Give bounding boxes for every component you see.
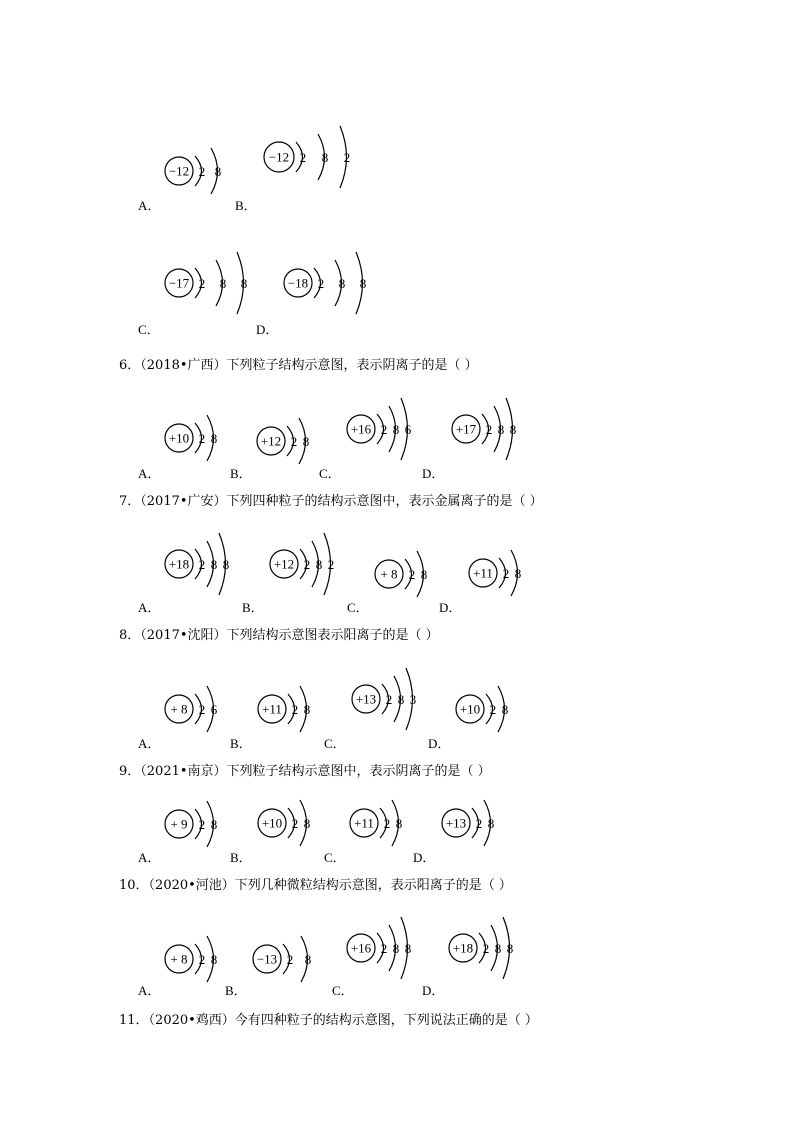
q10-atom-a-shell-electrons-1: 2 — [198, 952, 206, 967]
q6-atom-b-shell-electrons-2: 8 — [302, 434, 310, 449]
q9-atom-d-shell-electrons-2: 8 — [487, 816, 495, 831]
q9-option-d-letter: D． — [413, 850, 436, 865]
q5-atom-c-shell-electrons-3: 8 — [240, 276, 248, 291]
q10-atom-c-shell-electrons-3: 8 — [404, 941, 412, 956]
q8-atom-a-shell-electrons-2: 6 — [210, 702, 218, 717]
q9-atom-b-shell-electrons-1: 2 — [291, 816, 299, 831]
q8-atom-c-shell-electrons-1: 2 — [385, 692, 393, 707]
q10-option-c-letter: C． — [332, 983, 354, 998]
q5-atom-b-shell-electrons-2: 8 — [321, 150, 329, 165]
q6-atom-c-shell-electrons-3: 6 — [404, 422, 412, 437]
q10-atom-d-shell-electrons-3: 8 — [506, 941, 514, 956]
q10-atom-a-shell-electrons-2: 8 — [210, 952, 218, 967]
q8-atom-a-shell-electrons-1: 2 — [198, 702, 206, 717]
q8-atom-b-shell-electrons-1: 2 — [291, 702, 299, 717]
q10-atom-c-shell-electrons-2: 8 — [392, 941, 400, 956]
q5-atom-d-nucleus-charge: −18 — [287, 275, 309, 291]
q6-atom-a-shell-electrons-2: 8 — [210, 431, 218, 446]
q5-atom-d-shell-electrons-2: 8 — [338, 276, 346, 291]
q10-atom-b-nucleus-charge: −13 — [256, 951, 278, 967]
q6-atom-a-nucleus-charge: +10 — [168, 430, 190, 446]
q7-atom-b-nucleus-charge: +12 — [273, 556, 295, 572]
q7-atom-b-shell-electrons-2: 8 — [315, 557, 323, 572]
q9-option-c-letter: C． — [324, 850, 346, 865]
q6-atom-d-shell-electrons-1: 2 — [485, 422, 493, 437]
q6-option-c-letter: C． — [319, 466, 341, 481]
q7-atom-d-nucleus-charge: +11 — [473, 565, 493, 581]
q6-stem: 6．（2018•广西）下列粒子结构示意图，表示阴离子的是（ ） — [119, 358, 478, 373]
q9-atom-c-shell-electrons-2: 8 — [395, 816, 403, 831]
q8-atom-c-shell-electrons-2: 8 — [397, 692, 405, 707]
q5-atom-c-nucleus-charge: −17 — [168, 275, 190, 291]
q8-stem: 8．（2017•沈阳）下列结构示意图表示阳离子的是（ ） — [119, 628, 439, 643]
q5-atom-c-shell-electrons-2: 8 — [219, 276, 227, 291]
q10-atom-d-shell-electrons-2: 8 — [494, 941, 502, 956]
q7-atom-d-shell-electrons-2: 8 — [514, 566, 522, 581]
q5-atom-b-nucleus-charge: −12 — [268, 149, 290, 165]
q6-atom-b-shell-electrons-1: 2 — [290, 434, 298, 449]
q9-option-a-letter: A． — [138, 850, 161, 865]
q5-atom-d-shell-electrons-1: 2 — [317, 276, 325, 291]
q9-stem: 9．（2021•南京）下列粒子结构示意图中，表示阴离子的是（ ） — [119, 764, 491, 779]
q10-atom-b-shell-electrons-2: 8 — [304, 952, 312, 967]
q8-option-a-letter: A． — [138, 736, 161, 751]
q10-option-b-letter: B． — [225, 983, 247, 998]
q7-atom-c-shell-electrons-1: 2 — [408, 567, 416, 582]
q11-stem: 11．（2020•鸡西）今有四种粒子的结构示意图，下列说法正确的是（ ） — [119, 1013, 538, 1028]
q10-stem: 10．（2020•河池）下列几种微粒结构示意图，表示阳离子的是（ ） — [119, 878, 512, 893]
q9-atom-b-shell-electrons-2: 8 — [303, 816, 311, 831]
q8-atom-d-nucleus-charge: +10 — [459, 701, 481, 717]
q8-option-d-letter: D． — [428, 736, 451, 751]
q8-atom-d-shell-electrons-2: 8 — [501, 702, 509, 717]
q7-option-d-letter: D． — [439, 600, 462, 615]
q5-option-c-letter: C． — [138, 322, 160, 337]
q5-atom-b-shell-electrons-1: 2 — [299, 150, 307, 165]
q9-atom-a-shell-electrons-1: 2 — [198, 817, 206, 832]
q6-atom-d-shell-electrons-2: 8 — [497, 422, 505, 437]
q7-option-b-letter: B． — [242, 600, 264, 615]
q7-stem: 7．（2017•广安）下列四种粒子的结构示意图中，表示金属离子的是（ ） — [119, 494, 543, 509]
q8-atom-b-shell-electrons-2: 8 — [303, 702, 311, 717]
q8-atom-c-shell-electrons-3: 3 — [409, 692, 417, 707]
q6-atom-c-shell-electrons-2: 8 — [392, 422, 400, 437]
q7-atom-c-shell-electrons-2: 8 — [420, 567, 428, 582]
q7-atom-a-shell-electrons-1: 2 — [198, 557, 206, 572]
q9-atom-a-nucleus-charge: + 9 — [170, 816, 188, 832]
q5-atom-c-shell-electrons-1: 2 — [198, 276, 206, 291]
q6-option-d-letter: D． — [422, 466, 445, 481]
q5-atom-b-shell-electrons-3: 2 — [343, 150, 351, 165]
q10-atom-b-shell-electrons-1: 2 — [286, 952, 294, 967]
q7-atom-d-shell-electrons-1: 2 — [502, 566, 510, 581]
q6-atom-b-nucleus-charge: +12 — [260, 433, 282, 449]
q8-atom-b-nucleus-charge: +11 — [262, 701, 282, 717]
q8-option-b-letter: B． — [230, 736, 252, 751]
q9-atom-b-nucleus-charge: +10 — [261, 815, 283, 831]
q8-atom-c-nucleus-charge: +13 — [355, 691, 377, 707]
q9-atom-c-nucleus-charge: +11 — [354, 815, 374, 831]
q6-option-b-letter: B． — [230, 466, 252, 481]
q9-atom-c-shell-electrons-1: 2 — [383, 816, 391, 831]
q9-option-b-letter: B． — [230, 850, 252, 865]
q6-atom-c-shell-electrons-1: 2 — [380, 422, 388, 437]
q5-atom-a-shell-electrons-2: 8 — [214, 164, 222, 179]
q9-atom-d-shell-electrons-1: 2 — [475, 816, 483, 831]
q8-atom-a-nucleus-charge: + 8 — [170, 701, 188, 717]
q7-atom-a-shell-electrons-3: 8 — [222, 557, 230, 572]
q10-option-d-letter: D． — [422, 983, 445, 998]
q8-option-c-letter: C． — [324, 736, 346, 751]
q5-option-b-letter: B． — [235, 198, 257, 213]
q5-option-a-letter: A． — [138, 198, 161, 213]
q7-atom-b-shell-electrons-1: 2 — [303, 557, 311, 572]
q7-option-a-letter: A． — [138, 600, 161, 615]
q5-atom-d-shell-electrons-3: 8 — [359, 276, 367, 291]
q9-atom-d-nucleus-charge: +13 — [445, 815, 467, 831]
q6-atom-d-nucleus-charge: +17 — [455, 421, 477, 437]
q5-option-d-letter: D． — [256, 322, 279, 337]
q6-option-a-letter: A． — [138, 466, 161, 481]
q7-atom-b-shell-electrons-3: 2 — [327, 557, 335, 572]
q10-atom-c-shell-electrons-1: 2 — [380, 941, 388, 956]
q5-atom-a-shell-electrons-1: 2 — [198, 164, 206, 179]
q7-atom-a-shell-electrons-2: 8 — [210, 557, 218, 572]
q10-atom-c-nucleus-charge: +16 — [350, 940, 372, 956]
q10-atom-a-nucleus-charge: + 8 — [170, 951, 188, 967]
q6-atom-c-nucleus-charge: +16 — [350, 421, 372, 437]
q6-atom-d-shell-electrons-3: 8 — [509, 422, 517, 437]
q10-atom-d-nucleus-charge: +18 — [452, 940, 474, 956]
q7-option-c-letter: C． — [347, 600, 369, 615]
q8-atom-d-shell-electrons-1: 2 — [489, 702, 497, 717]
q7-atom-a-nucleus-charge: +18 — [168, 556, 190, 572]
q6-atom-a-shell-electrons-1: 2 — [198, 431, 206, 446]
q10-atom-d-shell-electrons-1: 2 — [482, 941, 490, 956]
q10-option-a-letter: A． — [138, 983, 161, 998]
q7-atom-c-nucleus-charge: + 8 — [380, 566, 398, 582]
q9-atom-a-shell-electrons-2: 8 — [210, 817, 218, 832]
q5-atom-a-nucleus-charge: −12 — [168, 163, 190, 179]
